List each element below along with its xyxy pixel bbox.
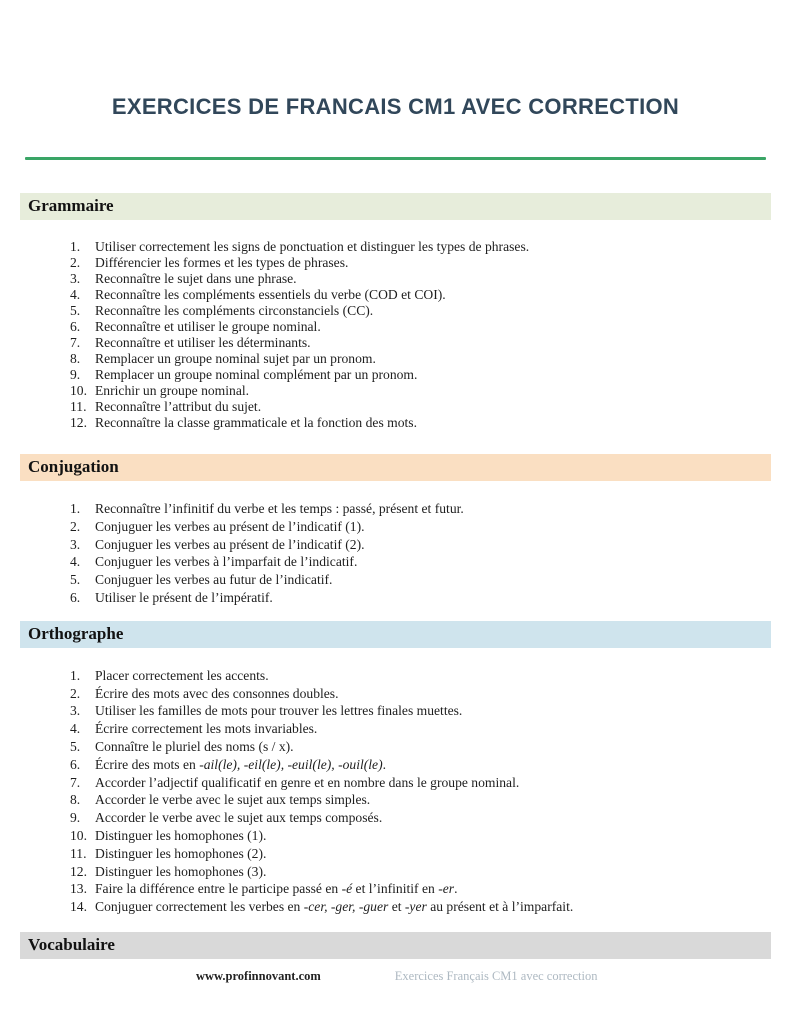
page-title: EXERCICES DE FRANCAIS CM1 AVEC CORRECTION [111,94,680,119]
list-item: Écrire des mots avec des consonnes doubles. [95,685,339,701]
list-item: Différencier les formes et les types de phrases. [95,255,349,270]
page-footer [20,969,771,984]
grammaire-list [70,239,771,431]
section-title-grammaire: Grammaire [28,196,114,215]
list-item: Accorder l’adjectif qualificatif en genre et en nombre dans le groupe nominal. [95,774,520,790]
list-item: Conjuguer les verbes au présent de l’indicatif (2). [95,536,365,552]
list-item: Distinguer les homophones (2). [95,845,267,861]
conjugation-list [70,500,771,607]
list-item: Placer correctement les accents. [95,667,269,683]
list-item: Écrire des mots en -ail(le), -eil(le), -euil(le), -ouil(le). [95,756,387,772]
list-item: Reconnaître le sujet dans une phrase. [95,271,297,286]
list-item: Conjuguer les verbes au présent de l’indicatif (1). [95,518,365,534]
list-item: Conjuguer correctement les verbes en -cer, -ger, -guer et -yer au présent et à l’imparfait. [95,899,574,915]
list-item: Accorder le verbe avec le sujet aux temps simples. [95,792,371,808]
list-item: Distinguer les homophones (1). [95,827,267,843]
list-item: Reconnaître l’infinitif du verbe et les temps : passé, présent et futur. [95,501,464,516]
list-item: Utiliser le présent de l’impératif. [95,589,273,605]
website-link[interactable]: www.profinnovant.com [196,968,321,983]
list-item: Reconnaître et utiliser les déterminants. [95,335,311,350]
section-header-orthographe [20,621,771,648]
list-item: Reconnaître la classe grammaticale et la fonction des mots. [95,415,417,430]
section-title-orthographe: Orthographe [28,623,124,643]
list-item: Remplacer un groupe nominal sujet par un pronom. [95,351,376,366]
list-item: Remplacer un groupe nominal complément par un pronom. [95,367,418,382]
title-divider [25,157,766,160]
section-conjugation [20,454,771,607]
section-header-vocabulaire [20,932,771,959]
list-item: Connaître le pluriel des noms (s / x). [95,738,294,754]
section-title-vocabulaire: Vocabulaire [28,934,115,954]
list-item: Enrichir un groupe nominal. [95,383,250,398]
list-item: Utiliser correctement les signs de ponctuation et distinguer les types de phrases. [95,239,530,254]
list-item: Reconnaître l’attribut du sujet. [95,399,262,414]
section-header-conjugation [20,454,771,481]
section-header-grammaire [20,193,771,220]
section-vocabulaire [20,932,771,959]
footer-doc-title: Exercices Français CM1 avec correction [394,968,598,983]
list-item: Reconnaître et utiliser le groupe nominal. [95,319,321,334]
list-item: Reconnaître les compléments essentiels du verbe (COD et COI). [95,287,446,302]
section-orthographe [20,621,771,916]
list-item: Reconnaître les compléments circonstanciels (CC). [95,303,374,318]
orthographe-list [70,667,771,916]
list-item: Écrire correctement les mots invariables. [95,721,318,737]
section-grammaire [20,193,771,431]
list-item: Faire la différence entre le participe passé en -é et l’infinitif en -er. [95,881,458,897]
list-item: Distinguer les homophones (3). [95,863,267,879]
list-item: Accorder le verbe avec le sujet aux temps composés. [95,810,383,826]
section-title-conjugation: Conjugation [28,457,119,476]
list-item: Conjuguer les verbes à l’imparfait de l’indicatif. [95,554,358,570]
list-item: Conjuguer les verbes au futur de l’indicatif. [95,572,333,588]
list-item: Utiliser les familles de mots pour trouver les lettres finales muettes. [95,703,463,719]
